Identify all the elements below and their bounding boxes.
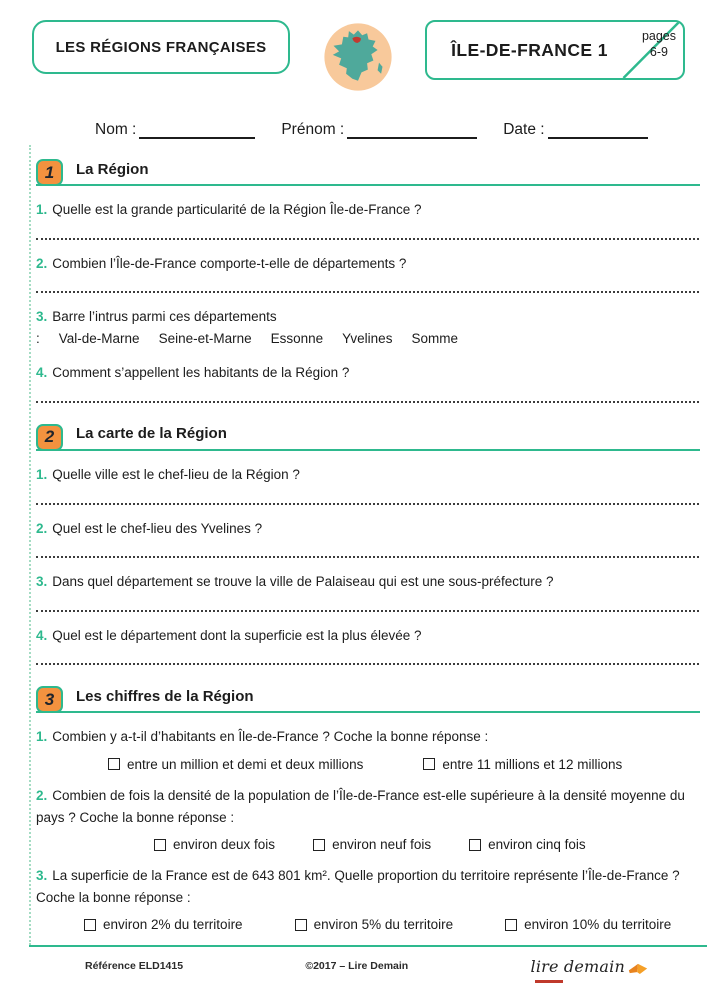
checkbox[interactable]: [423, 758, 435, 770]
question-text: La superficie de la France est de 643 801 km². Quelle proportion du territoire représente l’Île-de-France ? Coche la bonne réponse :: [36, 868, 680, 905]
question-text: Quelle est la grande particularité de la Région Île-de-France ?: [52, 202, 422, 217]
checkbox[interactable]: [84, 919, 96, 931]
question: [36, 726, 700, 748]
date-label: Date :: [503, 121, 545, 138]
question-number: 1.: [36, 202, 48, 217]
checkbox-label: environ neuf fois: [332, 837, 432, 853]
nom-label: Nom :: [95, 121, 137, 138]
pages-range: 6-9: [649, 44, 668, 59]
logo-tagline: [535, 980, 563, 983]
checkbox-label: environ cinq fois: [488, 837, 586, 853]
checkbox[interactable]: [505, 919, 517, 931]
question-number: 3.: [36, 868, 48, 884]
answer-line[interactable]: [36, 663, 699, 665]
prenom-field: [281, 121, 477, 139]
checkbox-option[interactable]: [469, 837, 586, 852]
series-title-box: [32, 20, 290, 74]
question-number: 1.: [36, 466, 48, 482]
answer-line[interactable]: [36, 610, 699, 612]
question: [36, 785, 700, 828]
strike-option[interactable]: Val-de-Marne: [58, 330, 140, 346]
answer-line[interactable]: [36, 291, 699, 293]
question: [36, 518, 700, 540]
question-text: Quel est le chef-lieu des Yvelines ?: [52, 520, 263, 536]
nom-input-line[interactable]: [139, 123, 255, 139]
checkbox[interactable]: [313, 839, 325, 851]
checkbox[interactable]: [295, 919, 307, 931]
question: [36, 464, 700, 486]
checkbox-row: [36, 917, 700, 932]
checkbox-label: environ 10% du territoire: [524, 917, 672, 933]
name-row: [95, 121, 707, 139]
question-number: 2.: [36, 520, 48, 536]
question-text: Quel est le département dont la superficie est la plus élevée ?: [52, 627, 422, 643]
question-number: 2.: [36, 255, 48, 271]
section-number-badge: 3: [36, 686, 63, 713]
pages-label: [642, 29, 676, 60]
footer: [0, 947, 707, 983]
checkbox-option[interactable]: [84, 917, 243, 932]
copyright-text: ©2017 – Lire Demain: [305, 960, 409, 972]
question-number: 2.: [36, 787, 48, 803]
question: [36, 865, 700, 908]
section-number-badge: 1: [36, 159, 63, 186]
sections: [29, 145, 702, 945]
question-number: 3.: [36, 309, 48, 325]
section-header: [36, 424, 700, 451]
question-text: Quelle ville est le chef-lieu de la Région ?: [52, 466, 300, 482]
checkbox-label: entre un million et demi et deux millions: [127, 756, 364, 772]
date-input-line[interactable]: [548, 123, 648, 139]
prenom-input-line[interactable]: [347, 123, 477, 139]
question-text: Combien l’Île-de-France comporte-t-elle de départements ?: [52, 255, 407, 271]
checkbox-label: environ 2% du territoire: [103, 917, 243, 933]
section-title: La carte de la Région: [76, 425, 227, 443]
section-header: [36, 159, 700, 186]
question-text: Combien de fois la densité de la population de l’Île-de-France est-elle supérieure à la densité moyenne du pays ? Coche la bonne réponse :: [36, 787, 685, 825]
section-title: La Région: [76, 160, 149, 178]
question: [36, 306, 700, 349]
question-number: 3.: [36, 574, 48, 590]
checkbox-option[interactable]: [505, 917, 671, 932]
lire-demain-logo-icon: [627, 961, 649, 979]
checkbox-option[interactable]: [423, 757, 622, 772]
question: [36, 253, 700, 275]
worksheet-section: [36, 424, 700, 665]
question-text: Dans quel département se trouve la ville de Palaiseau qui est une sous-préfecture ?: [52, 574, 554, 590]
reference-text: Référence ELD1415: [85, 960, 184, 972]
question-number: 1.: [36, 729, 48, 745]
france-map-svg: [323, 22, 393, 92]
section-header: [36, 686, 700, 713]
checkbox-label: environ deux fois: [173, 837, 276, 853]
answer-line[interactable]: [36, 556, 699, 558]
strike-option[interactable]: Essonne: [270, 330, 324, 346]
section-number-badge: 2: [36, 424, 63, 451]
strike-option[interactable]: Yvelines: [342, 330, 393, 346]
france-map-icon: [323, 22, 393, 97]
logo-text: lire demain: [530, 957, 625, 976]
section-title: Les chiffres de la Région: [76, 687, 254, 705]
prenom-label: Prénom :: [281, 121, 345, 138]
checkbox-row: [36, 837, 700, 852]
publisher-logo: [530, 957, 649, 983]
answer-line[interactable]: [36, 238, 699, 240]
question-text: Combien y a-t-il d’habitants en Île-de-France ? Coche la bonne réponse :: [52, 729, 489, 745]
sheet-title-box: [425, 20, 685, 80]
series-title: LES RÉGIONS FRANÇAISES: [55, 38, 267, 56]
worksheet-section: [36, 686, 700, 932]
checkbox-label: environ 5% du territoire: [313, 917, 454, 933]
pages-word: pages: [641, 29, 676, 43]
checkbox-option[interactable]: [154, 837, 275, 852]
question: [36, 362, 700, 384]
strike-option[interactable]: Seine-et-Marne: [158, 330, 252, 346]
checkbox-option[interactable]: [313, 837, 431, 852]
question-number: 4.: [36, 627, 48, 643]
checkbox[interactable]: [154, 839, 166, 851]
checkbox-option[interactable]: [295, 917, 454, 932]
checkbox-option[interactable]: [108, 757, 363, 772]
checkbox-row: [36, 757, 700, 772]
checkbox-label: entre 11 millions et 12 millions: [442, 756, 623, 772]
sheet-title: ÎLE-DE-FRANCE 1: [451, 39, 608, 60]
checkbox[interactable]: [469, 839, 481, 851]
date-field: [503, 121, 647, 139]
strike-option[interactable]: Somme: [411, 330, 458, 346]
header: [0, 0, 707, 97]
answer-line[interactable]: [36, 503, 699, 505]
checkbox[interactable]: [108, 758, 120, 770]
worksheet-section: [36, 159, 700, 403]
question: [36, 199, 700, 221]
question: [36, 571, 700, 593]
answer-line[interactable]: [36, 401, 699, 403]
question-text: Comment s’appellent les habitants de la Région ?: [52, 365, 350, 381]
nom-field: [95, 121, 255, 139]
question: [36, 625, 700, 647]
question-number: 4.: [36, 365, 48, 381]
question-text: Barre l’intrus parmi ces départements :: [36, 309, 277, 346]
